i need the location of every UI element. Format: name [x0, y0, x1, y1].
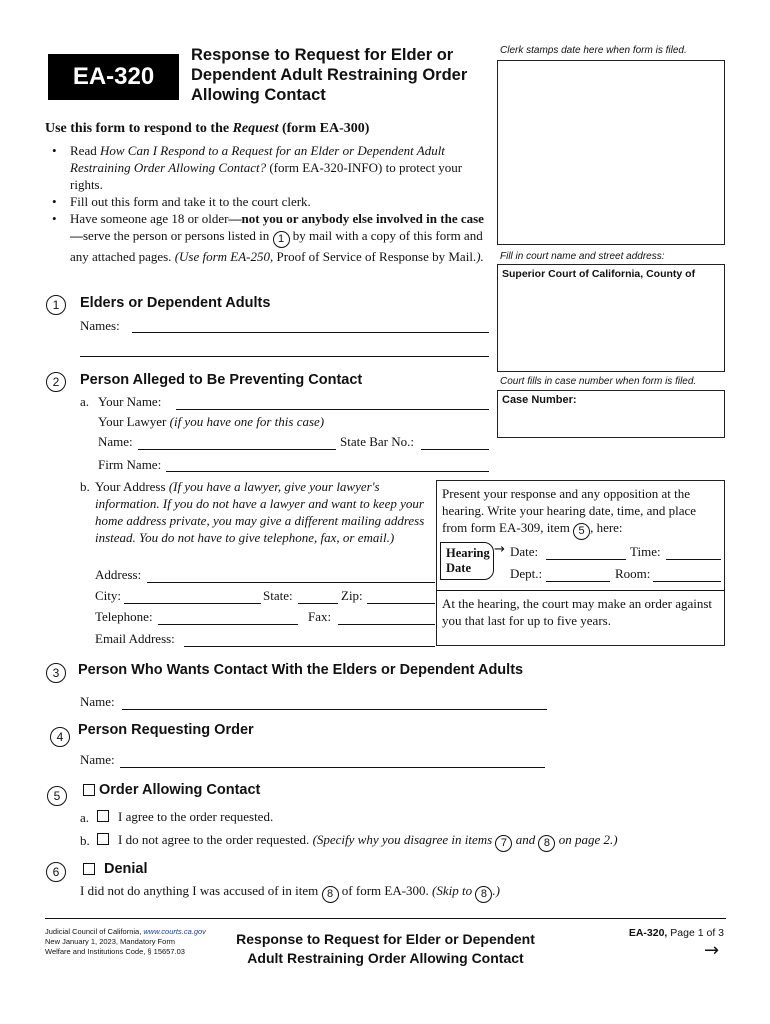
disagree-text-em: and: [512, 832, 539, 847]
zip-field[interactable]: [367, 603, 435, 604]
section-5-title: Order Allowing Contact: [99, 782, 261, 798]
address-field[interactable]: [147, 582, 435, 583]
section-6-title: Denial: [104, 861, 148, 877]
hearing-intro-text: Present your response and any opposition at the hearing. Write your hearing date, time, and place from form EA-309, item: [442, 486, 697, 535]
clerk-stamp-label: Clerk stamps date here when form is filed.: [500, 45, 687, 56]
address-instructions-text: Your Address: [95, 479, 169, 494]
denial-text-em: .): [492, 883, 500, 898]
item-b-label: b.: [80, 479, 90, 494]
item-ref-circle: 8: [538, 835, 555, 852]
hearing-date-label: Date:: [510, 544, 539, 559]
case-number-box[interactable]: [497, 390, 725, 438]
footer-title: [218, 930, 553, 968]
hearing-dept-label: Dept.:: [510, 566, 543, 581]
denial-text-em: (Skip to: [432, 883, 476, 898]
hearing-time-label: Time:: [630, 544, 661, 559]
footer-line-3: Welfare and Institutions Code, § 15657.03: [45, 947, 185, 956]
section-4-number: 4: [50, 727, 70, 747]
section-5-number: 5: [47, 786, 67, 806]
section-3-title: Person Who Wants Contact With the Elders or Dependent Adults: [78, 662, 524, 678]
state-label: State:: [263, 588, 293, 603]
footer-council: Judicial Council of California,: [45, 927, 144, 936]
s5-a-label: a.: [80, 810, 90, 825]
footer-page-info: [600, 927, 724, 939]
footer-legal: [45, 927, 206, 957]
bullet-text: (form EA-320-INFO) to protect your rights.: [70, 160, 463, 192]
form-title-line-3: Allowing Contact: [191, 86, 326, 104]
bullet-em: (Use form EA-250,: [174, 249, 274, 264]
bullet-text: Fill out this form and take it to the court clerk.: [70, 194, 311, 209]
telephone-label: Telephone:: [95, 609, 153, 624]
court-name-value: Superior Court of California, County of: [502, 268, 696, 280]
intro-heading-em: Request: [232, 121, 279, 136]
city-field[interactable]: [124, 603, 261, 604]
your-name-label: Your Name:: [98, 394, 162, 409]
intro-bullet-file: [44, 193, 492, 210]
s3-name-label: Name:: [80, 694, 115, 709]
hearing-tag-line-2: Date: [446, 561, 471, 575]
email-label: Email Address:: [95, 631, 175, 646]
names-label: Names:: [80, 318, 120, 333]
bullet-bold: —not you or anybody else involved in the case—: [70, 211, 484, 243]
state-bar-label: State Bar No.:: [340, 434, 415, 449]
intro-bullet-serve: [44, 210, 492, 265]
s5-b-label: b.: [80, 833, 90, 848]
lawyer-label-text: Your Lawyer: [98, 414, 170, 429]
firm-name-field[interactable]: [166, 471, 489, 472]
hearing-intro: [442, 485, 722, 540]
bullet-text: serve the person or persons listed in: [83, 228, 273, 243]
hearing-room-field[interactable]: [653, 581, 721, 582]
arrow-icon: →: [494, 542, 505, 557]
next-page-arrow-icon[interactable]: →: [704, 940, 720, 961]
section-1-number: 1: [46, 295, 66, 315]
intro-bullets: [44, 142, 492, 265]
intro-heading-post: (form EA-300): [278, 121, 370, 136]
fax-label: Fax:: [308, 609, 332, 624]
disagree-text-em: on page 2.): [555, 832, 618, 847]
names-field-1[interactable]: [132, 332, 489, 333]
hearing-room-label: Room:: [615, 566, 651, 581]
city-label: City:: [95, 588, 122, 603]
order-allowing-contact-checkbox[interactable]: [83, 784, 95, 796]
address-label: Address:: [95, 567, 142, 582]
clerk-stamp-area: [497, 60, 725, 245]
hearing-intro-text: , here:: [590, 520, 623, 535]
hearing-dept-field[interactable]: [546, 581, 610, 582]
intro-heading-pre: Use this form to respond to the: [45, 121, 233, 136]
agree-text: I agree to the order requested.: [118, 809, 274, 824]
form-title-line-2: Dependent Adult Restraining Order: [191, 66, 468, 84]
hearing-time-field[interactable]: [666, 559, 721, 560]
hearing-divider: [436, 590, 725, 591]
denial-text-main: of form EA-300.: [338, 883, 433, 898]
disagree-checkbox[interactable]: [97, 833, 109, 845]
form-number-box: [48, 54, 179, 100]
your-name-field[interactable]: [176, 409, 489, 410]
case-number-label: Court fills in case number when form is filed.: [500, 376, 697, 387]
s3-name-field[interactable]: [122, 709, 547, 710]
s4-name-label: Name:: [80, 752, 115, 767]
lawyer-name-field[interactable]: [138, 449, 336, 450]
section-4-title: Person Requesting Order: [78, 722, 254, 738]
court-name-box[interactable]: [497, 264, 725, 372]
fax-field[interactable]: [338, 624, 435, 625]
bullet-em: ).: [476, 249, 484, 264]
zip-label: Zip:: [341, 588, 363, 603]
hearing-note: At the hearing, the court may make an order against you that last for up to five years.: [442, 596, 713, 628]
hearing-tag-line-1: Hearing: [446, 546, 490, 560]
item-ref-circle: 1: [273, 231, 290, 248]
disagree-text-em: (Specify why you disagree in items: [312, 832, 496, 847]
footer-title-line-1: Response to Request for Elder or Dependent: [236, 931, 535, 947]
footer-form-id: EA-320,: [628, 927, 668, 939]
bullet-em: How Can I Respond to a Request for an Elder or Dependent Adult Restraining Order Allowing Contact?: [70, 143, 445, 175]
section-1-title: Elders or Dependent Adults: [80, 295, 271, 311]
intro-heading: [45, 121, 369, 137]
denial-text: [80, 883, 500, 903]
lawyer-label-em: (if you have one for this case): [169, 414, 325, 429]
form-title-line-1: Response to Request for Elder or: [191, 46, 454, 64]
disagree-text-main: I do not agree to the order requested.: [118, 832, 313, 847]
state-bar-field[interactable]: [421, 449, 489, 450]
denial-checkbox[interactable]: [83, 863, 95, 875]
footer-line-1: [45, 927, 206, 937]
form-title: [191, 45, 501, 105]
form-number: EA-320: [72, 63, 155, 90]
item-ref-circle: 7: [495, 835, 512, 852]
bullet-text: Read: [70, 143, 100, 158]
s4-name-field[interactable]: [120, 767, 545, 768]
section-2-number: 2: [46, 372, 66, 392]
agree-checkbox[interactable]: [97, 810, 109, 822]
address-instructions: [95, 478, 433, 546]
denial-text-main: I did not do anything I was accused of in item: [80, 883, 322, 898]
bullet-text: by mail with a copy of this form and any attached pages.: [70, 228, 483, 264]
bullet-text: Proof of Service of Response by Mail.: [273, 249, 477, 264]
bullet-text: Have someone age 18 or older: [70, 211, 229, 226]
footer-page-number: Page 1 of 3: [667, 927, 724, 939]
names-field-2[interactable]: [80, 356, 489, 357]
telephone-field[interactable]: [158, 624, 298, 625]
court-label: Fill in court name and street address:: [500, 251, 665, 262]
section-3-number: 3: [46, 663, 66, 683]
section-2-title: Person Alleged to Be Preventing Contact: [80, 372, 363, 388]
footer-line-2: New January 1, 2023, Mandatory Form: [45, 937, 176, 946]
lawyer-name-label: Name:: [98, 434, 133, 449]
address-instructions-em: (If you have a lawyer, give your lawyer's information. If you do not have a lawyer and want to keep your home address private, you may give a different mailing address instead. You do not have to give telephone, fax, or email.): [95, 479, 425, 545]
hearing-date-field[interactable]: [546, 559, 626, 560]
state-field[interactable]: [298, 603, 338, 604]
footer-title-line-2: Adult Restraining Order Allowing Contact: [247, 950, 524, 966]
case-number-value: Case Number:: [502, 394, 577, 406]
disagree-text: [118, 832, 618, 852]
item-ref-circle: 5: [573, 523, 590, 540]
email-field[interactable]: [184, 646, 435, 647]
footer-rule: [45, 918, 726, 919]
hearing-date-tag: [440, 542, 494, 580]
item-ref-circle: 8: [475, 886, 492, 903]
lawyer-label: [98, 414, 324, 430]
section-6-number: 6: [46, 862, 66, 882]
intro-bullet-read: [44, 142, 492, 193]
item-ref-circle: 8: [322, 886, 339, 903]
courts-website-link[interactable]: www.courts.ca.gov: [143, 927, 206, 936]
item-a-label: a.: [80, 394, 90, 409]
firm-name-label: Firm Name:: [98, 457, 162, 472]
